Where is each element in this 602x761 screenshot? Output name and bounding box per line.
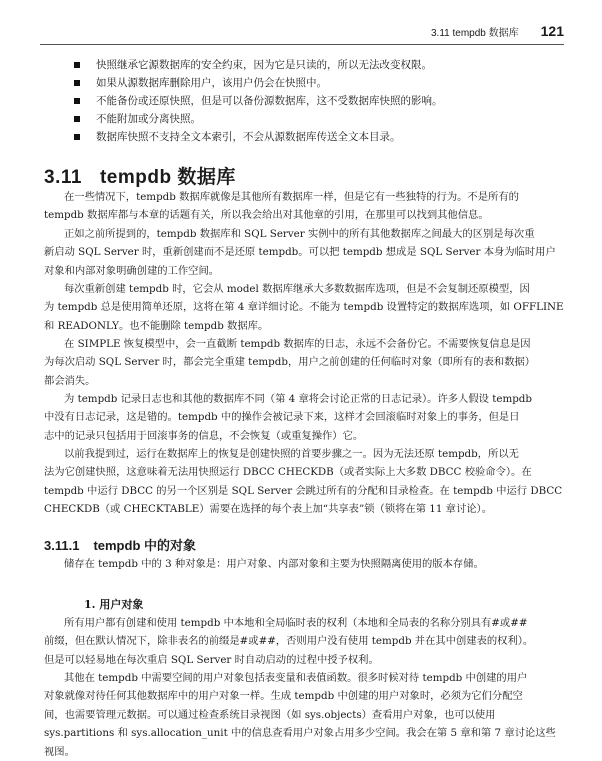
paragraph-line: 在 SIMPLE 恢复模型中，会一直截断 tempdb 数据库的日志，永远不会备份它。不需要恢复信息是因 <box>64 338 531 350</box>
subsection-heading <box>44 535 196 554</box>
subsection-title: tempdb 中的对象 <box>93 538 196 553</box>
paragraph-line: 以前我提到过，运行在数据库上的恢复是创建快照的首要步骤之一。因为无法还原 tempdb，所以无 <box>64 448 519 460</box>
section-number: 3.11 <box>44 167 82 188</box>
paragraph-line: 和 READONLY。也不能删除 tempdb 数据库。 <box>44 319 269 332</box>
paragraph-line: CHECKDB（或 CHECKTABLE）需要在选择的每个表上加“共享表”锁（锁将在第 11 章讨论）。 <box>44 503 492 516</box>
bullet-list <box>74 56 562 146</box>
paragraph-line: 储存在 tempdb 中的 3 种对象是：用户对象、内部对象和主要为快照隔离使用的版本存储。 <box>64 558 484 570</box>
paragraph-line: 前缀，但在默认情况下，除非表名的前缀是#或##，否则用户没有使用 tempdb 并在其中创建表的权利）。 <box>44 635 534 648</box>
subsection-number: 3.11.1 <box>44 538 80 553</box>
header-divider <box>40 44 564 45</box>
list-item-text: 快照继承它源数据库的安全约束，因为它是只读的，所以无法改变权限。 <box>96 59 432 71</box>
list-item <box>74 110 562 128</box>
square-bullet-icon <box>74 80 80 86</box>
paragraph <box>44 445 576 519</box>
paragraph-line: 为 tempdb 记录日志也和其他的数据库不同（第 4 章将会讨论正常的日志记录）。许多人假设 tempdb <box>64 393 532 405</box>
paragraph-line: 正如之前所提到的，tempdb 数据库和 SQL Server 实例中的所有其他数据库之间最大的区别是每次重 <box>64 228 535 240</box>
paragraph <box>44 225 576 280</box>
paragraph-line: 间，也需要管理元数据。可以通过检查系统目录视图（如 sys.objects）查看用户对象，也可以使用 <box>44 708 496 721</box>
paragraph-line: 但是可以轻易地在每次重启 SQL Server 时自动启动的过程中授予权利。 <box>44 653 379 666</box>
page-number: 121 <box>540 23 564 39</box>
list-item <box>74 92 562 110</box>
paragraph-line: 所有用户都有创建和使用 tempdb 中本地和全局临时表的权利（本地和全局表的名称分别具有#或## <box>64 617 528 629</box>
square-bullet-icon <box>74 98 80 104</box>
section-heading <box>44 162 236 189</box>
list-item <box>74 56 562 74</box>
paragraph-line: sys.partitions 和 sys.allocation_unit 中的信息查看用户对象占用多少空间。我会在第 5 章和第 7 章讨论这些 <box>44 727 556 740</box>
list-item-text: 不能附加或分离快照。 <box>96 113 201 125</box>
paragraph-line: 志中的记录只包括用于回滚事务的信息，不会恢复（或重复操作）它。 <box>44 429 364 442</box>
square-bullet-icon <box>74 62 80 68</box>
paragraph-line: 其他在 tempdb 中需要空间的用户对象包括表变量和表值函数。很多时候对待 tempdb 中创建的用户 <box>64 672 528 684</box>
paragraph-line: tempdb 中运行 DBCC 的另一个区别是 SQL Server 会跳过所有的分配和目录检查。在 tempdb 中运行 DBCC <box>44 484 563 497</box>
paragraph-line: 新启动 SQL Server 时，重新创建而不是还原 tempdb。可以把 tempdb 想成是 SQL Server 本身为临时用户 <box>44 246 556 259</box>
running-header <box>40 22 564 40</box>
paragraph <box>44 335 576 390</box>
paragraph-line: 对象和内部对象明确创建的工作空间。 <box>44 264 220 277</box>
paragraph-line: 法为它创建快照，这意味着无法用快照运行 DBCC CHECKDB（或者实际上大多数 DBCC 校验命令）。在 <box>44 466 532 479</box>
list-item-text: 不能备份或还原快照，但是可以备份源数据库，这不受数据库快照的影响。 <box>96 95 443 107</box>
paragraph-line: 中没有日志记录，这是错的。tempdb 中的操作会被记录下来，这样才会回滚临时对象上的事务，但是日 <box>44 411 520 424</box>
list-item <box>74 74 562 92</box>
paragraph <box>44 555 576 573</box>
paragraph <box>44 280 576 335</box>
paragraph <box>44 188 576 225</box>
paragraph-line: 为每次启动 SQL Server 时，都会完全重建 tempdb，用户之前创建的任何临时对象（即所有的表和数据） <box>44 356 536 369</box>
paragraph-line: 视图。 <box>44 745 75 758</box>
paragraph-line: tempdb 数据库都与本章的话题有关，所以我会给出对其他章的引用，在那里可以找到其他信息。 <box>44 209 489 222</box>
square-bullet-icon <box>74 134 80 140</box>
paragraph <box>44 390 576 445</box>
section-title: tempdb 数据库 <box>99 167 236 188</box>
paragraph-line: 每次重新创建 tempdb 时，它会从 model 数据库继承大多数数据库选项，但是不会复制还原模型，因 <box>64 283 530 295</box>
paragraph-line: 对象就像对待任何其他数据库中的用户对象一样。生成 tempdb 中创建的用户对象时，必须为它们分配空 <box>44 690 523 703</box>
header-section-title: 3.11 tempdb 数据库 <box>431 27 519 39</box>
list-item-text: 数据库快照不支持全文本索引，不会从源数据库传送全文本目录。 <box>96 131 401 143</box>
minor-heading: 1. 用户对象 <box>84 598 144 611</box>
paragraph <box>44 669 576 761</box>
paragraph <box>44 614 576 669</box>
paragraph-line: 在一些情况下，tempdb 数据库就像是其他所有数据库一样，但是它有一些独特的行为。不是所有的 <box>64 191 519 203</box>
list-item-text: 如果从源数据库删除用户，该用户仍会在快照中。 <box>96 77 327 89</box>
square-bullet-icon <box>74 116 80 122</box>
list-item <box>74 128 562 146</box>
paragraph-line: 为 tempdb 总是使用简单还原，这将在第 4 章详细讨论。不能为 tempdb 设置特定的数据库选项，如 OFFLINE <box>44 301 564 314</box>
paragraph-line: 都会消失。 <box>44 374 96 387</box>
